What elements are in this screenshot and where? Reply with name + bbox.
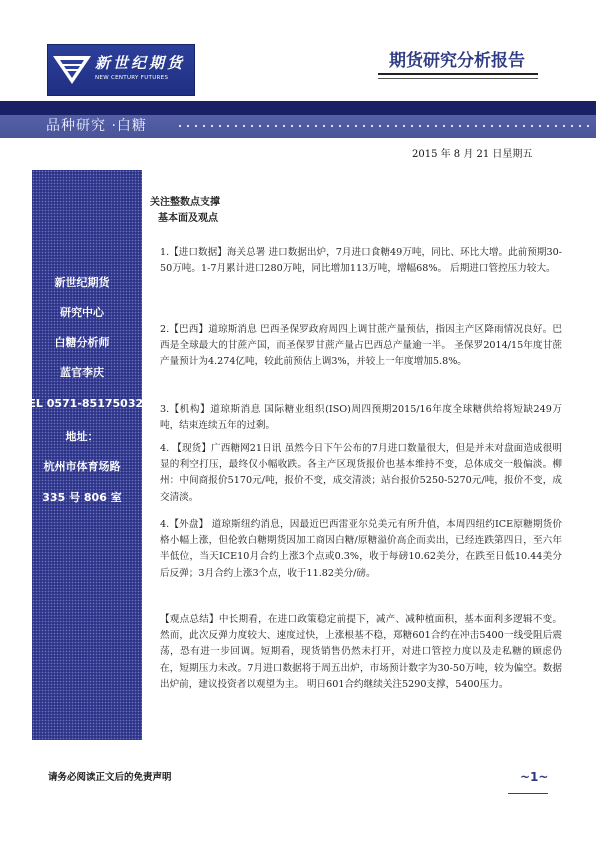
title-underline-thin [378, 78, 538, 79]
sidebar-analyst-name: 蓝官李庆 [60, 366, 104, 379]
sidebar-department: 研究中心 [60, 306, 104, 319]
disclaimer-note: 请务必阅读正文后的免责声明 [48, 772, 172, 783]
company-logo [47, 44, 195, 96]
title-underline [378, 73, 538, 75]
footer-rule [508, 793, 548, 794]
section-dots [176, 123, 590, 129]
logo-mark-icon [53, 54, 91, 86]
paragraph-foreign-market: 4.【外盘】 道琼斯纽约消息，因最近巴西雷亚尔兑美元有所升值，本周四纽约ICE原糖期货价格小幅上涨，但伦敦白糖期货因加工商因白糖/原糖溢价高企而卖出，已经连跌第四日，至六年半低位，当天ICE10月合约上涨3个点或0.3%，收于每磅10.62美分，在跌至日低10.44美分后反弹；3月合约上涨3个点，收于11.82美分/磅。 [160, 519, 562, 579]
paragraph-spot-market: 4. 【现货】广西糖网21日讯 虽然今日下午公布的7月进口数量很大，但是并未对盘面造成很明显的利空打压，最终仅小幅收跌。各主产区现货报价也基本维持不变，总体成交一般偏淡。柳州：中间商报价5170元/吨，报价不变，成交清淡；站台报价5250-5270元/吨，报价不变，成交清淡。 [160, 443, 562, 503]
page-number: ~1~ [520, 770, 549, 784]
sidebar-company: 新世纪期货 [54, 276, 110, 289]
article-subheading: 基本面及观点 [158, 213, 218, 224]
report-title: 期货研究分析报告 [389, 51, 525, 71]
logo-english-text: NEW CENTURY FUTURES [95, 75, 169, 81]
sidebar-telephone: TEL 0571-85175032 [20, 397, 144, 410]
sidebar-address-line-1: 杭州市体育场路 [43, 460, 121, 473]
logo-chinese-text: 新世纪期货 [95, 54, 186, 72]
paragraph-import-data: 1.【进口数据】海关总署 进口数据出炉，7月进口食糖49万吨，同比、环比大增。此前预期30-50万吨。1-7月累计进口280万吨，同比增加113万吨，增幅68%。 后期进口管控压力较大。 [160, 247, 562, 275]
sidebar-address-line-2: 335 号 806 室 [42, 491, 122, 504]
sidebar-analyst-role: 白糖分析师 [54, 336, 110, 349]
sidebar-address-label: 地址： [65, 430, 99, 443]
sidebar-panel [32, 170, 142, 740]
article-heading: 关注整数点支撑 [150, 197, 220, 208]
header-strip [0, 101, 596, 115]
section-title: 品种研究 ·白糖 [46, 118, 147, 134]
report-date: 2015 年 8 月 21 日星期五 [412, 149, 533, 160]
paragraph-institution: 3.【机构】道琼斯消息 国际糖业组织(ISO)周四预期2015/16年度全球糖供给将短缺249万吨，结束连续五年的过剩。 [160, 404, 562, 432]
paragraph-brazil: 2.【巴西】道琼斯消息 巴西圣保罗政府周四上调甘蔗产量预估，指因主产区降雨情况良好。巴西是全球最大的甘蔗产国，而圣保罗甘蔗产量占巴西总产量逾一半。 圣保罗2014/15年度甘蔗产量预计为4.274亿吨，较此前预估上调3%，并较上一年度增加5.8%。 [160, 324, 562, 368]
paragraph-summary: 【观点总结】中长期看，在进口政策稳定前提下，减产、减种植面积，基本面利多逻辑不变。然而，此次反弹力度较大、速度过快，上涨根基不稳，郑糖601合约在冲击5400一线受阻后震荡，恐有进一步回调。短期看，现货销售仍然未打开，对进口管控力度以及走私糖的顾虑仍在，短期压力未改。7月进口数据将于周五出炉，市场预计数字为30-50万吨，较为偏空。数据出炉前，建议投资者以观望为主。 明日601合约继续关注5290支撑，5400压力。 [160, 614, 562, 690]
